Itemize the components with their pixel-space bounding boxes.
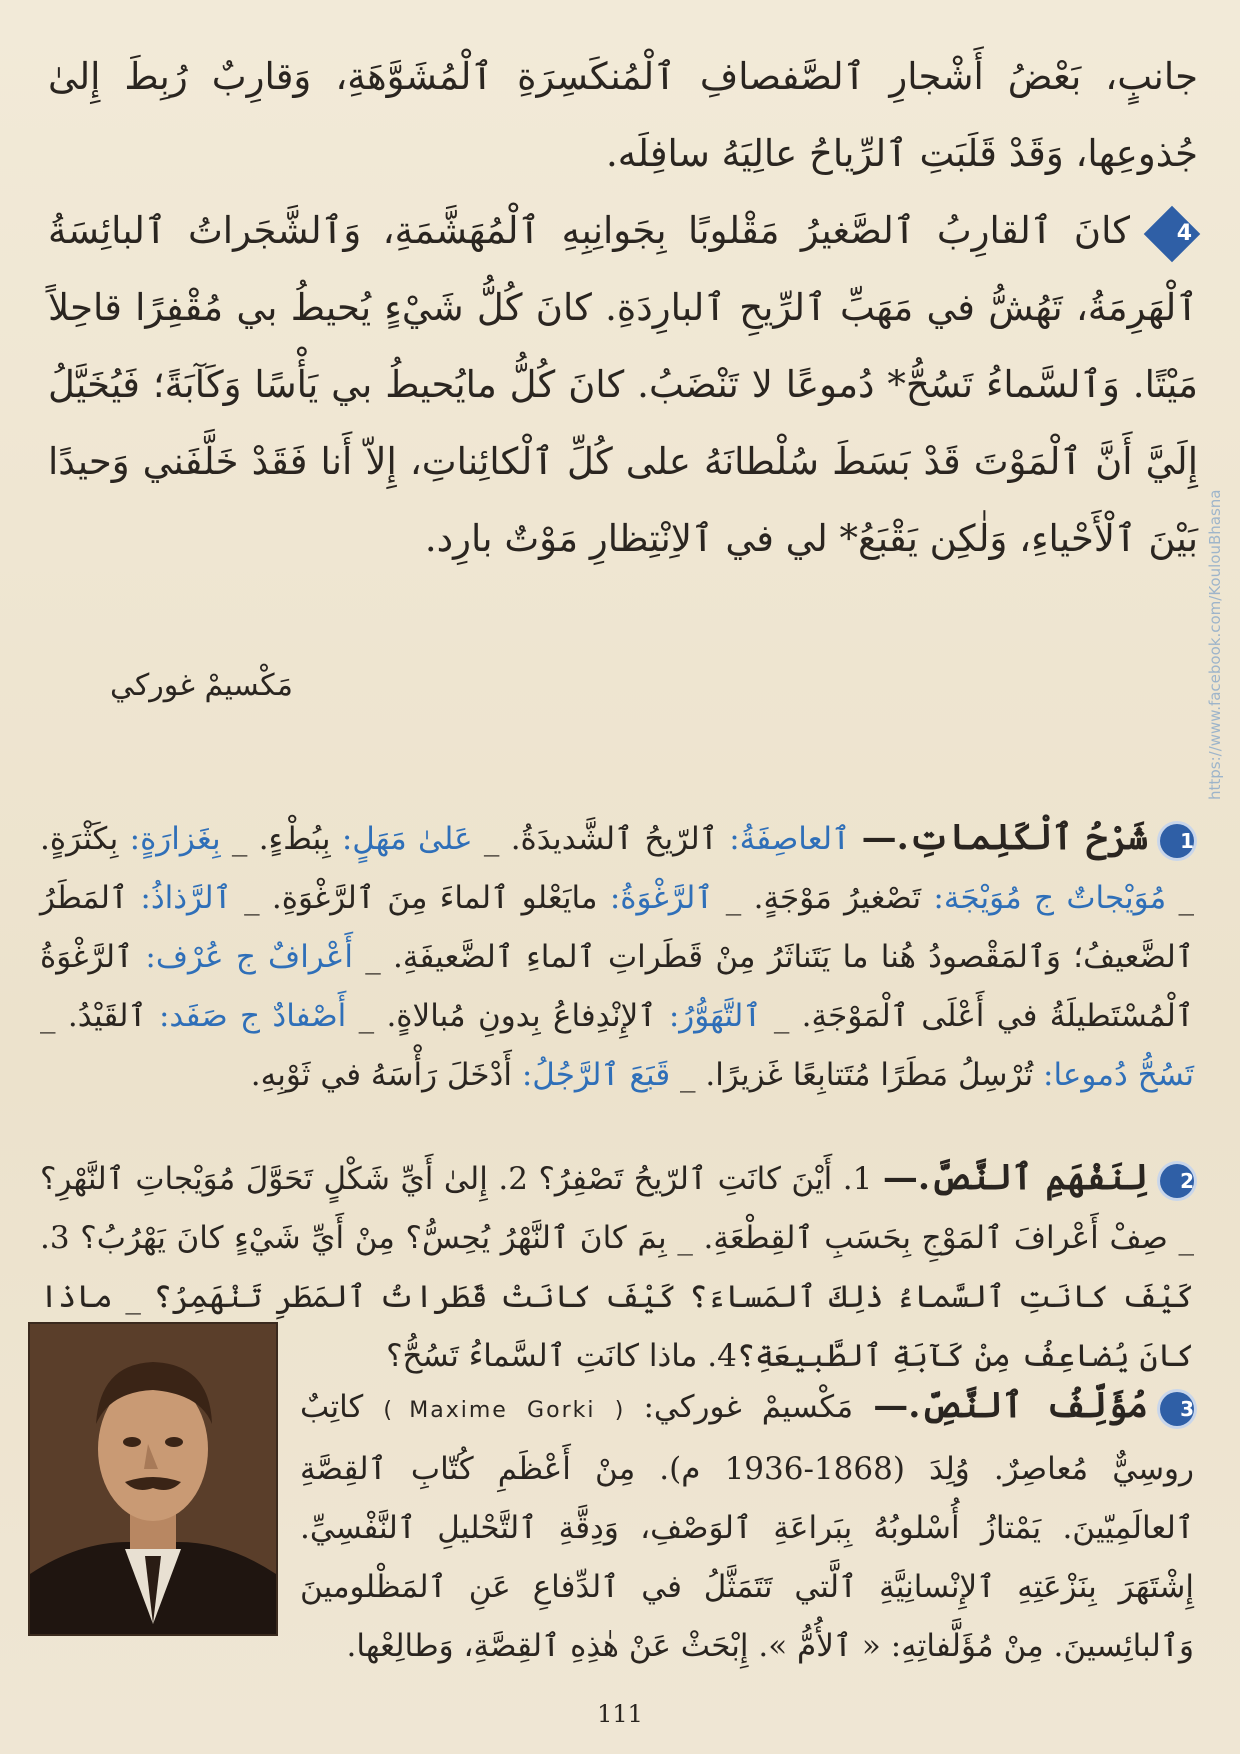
comprehension-heading: لِنَفْهَمِ ٱلنَّصَّ.— (882, 1157, 1149, 1198)
section-number-badge: 2 (1160, 1164, 1194, 1198)
watermark-url: https://www.facebook.com/KoulouBhasna (1206, 489, 1224, 800)
author-years: 1868-1936 م (681, 1451, 893, 1487)
vocab-item: قَبَعَ ٱلرَّجُلُ: أَدْخَلَ رَأْسَهُ في ثَوْبِهِ. (250, 1057, 671, 1093)
author-bio-part2: ). مِنْ أَعْظَمِ كُتّابِ ٱلقِصَّةِ ٱلعالَمِيّينَ. يَمْتازُ أُسْلوبُهُ بِبَراعَةِ ٱلوَصْفِ، وَدِقَّةِ ٱلتَّحْليلِ ٱلنَّفْسِيِّ. إِشْتَهَرَ بِنَزْعَتِهِ ٱلإِنْسانِيَّةِ ٱلَّتي تَتَمَثَّلُ في ٱلدِّفاعِ عَنِ ٱلمَظْلومينَ وَٱلبائِسينَ. مِنْ مُؤَلَّفاتِهِ: « ٱلأُمُّ ». إِبْحَثْ عَنْ هٰذِهِ ٱلقِصَّةِ، وَطالِعْها. (300, 1451, 1194, 1664)
paragraph-number-badge: 4 (1144, 205, 1201, 262)
story-intro: جانبٍ، بَعْضُ أَشْجارِ ٱلصَّفصافِ ٱلْمُنكَسِرَةِ ٱلْمُشَوَّهَةِ، وَقارِبٌ رُبِطَ إِلىٰ جُذوعِها، وَقَدْ قَلَبَتِ ٱلرِّياحُ عالِيَهُ سافِلَه. (48, 55, 1198, 175)
vocab-item: ٱلعاصِفَةُ: ٱلرّيحُ ٱلشَّديدَةُ. _ (483, 821, 851, 857)
section-number-badge: 3 (1160, 1392, 1194, 1426)
paragraph-text: كانَ ٱلقارِبُ ٱلصَّغيرُ مَقْلوبًا بِجَوانِبِهِ ٱلْمُهَشَّمَةِ، وَٱلشَّجَراتُ ٱلبائِسَةُ ٱلْهَرِمَةُ، تَهُشُّ في مَهَبِّ ٱلرِّيحِ ٱلبارِدَةِ. كانَ كُلُّ شَيْءٍ يُحيطُ بي مُقْفِرًا قاحِلاً مَيْتًا. وَٱلسَّماءُ تَسُحُّ* دُموعًا لا تَنْضَبُ. كانَ كُلُّ مايُحيطُ بي يَأْسًا وَكَآبَةً؛ فَيُخَيَّلُ إِلَيَّ أَنَّ ٱلْمَوْتَ قَدْ بَسَطَ سُلْطانَهُ على كُلِّ ٱلْكائِناتِ، إِلاّ أَنا فَقَدْ خَلَّفَني وَحيدًا بَيْنَ ٱلْأَحْياءِ، وَلٰكِن يَقْبَعُ* لي في ٱلاِنْتِظارِ مَوْتٌ بارِد. (48, 209, 1198, 560)
vocab-item: ٱلتَّهَوُّرُ: ٱلإِنْدِفاعُ بِدونِ مُبالاةٍ. _ (358, 998, 762, 1034)
vocab-item: تَسُحُّ دُموعا: تُرْسِلُ مَطَرًا مُتَتابِعًا غَزيرًا. _ (680, 1057, 1194, 1093)
page-number: 111 (597, 1700, 643, 1728)
vocab-item: أَعْرافٌ ج عُرْف: ٱلرَّغْوَةُ ٱلْمُسْتَطيلَةُ في أَعْلَى ٱلْمَوْجَةِ. _ (40, 939, 1194, 1034)
vocab-item: ٱلرَّذاذُ: ٱلمَطَرُ ٱلضَّعيفُ؛ وَٱلمَقْصودُ هُنا ما يَتَناثَرُ مِنْ قَطَراتِ ٱلماءِ ٱلضَّعيفَةِ. _ (40, 880, 1194, 975)
vocab-item: ٱلرَّغْوَةُ: مايَعْلو ٱلماءَ مِنَ ٱلرَّغْوَةِ. _ (244, 880, 714, 916)
story-author-signature: مَكْسيمْ غوركي (110, 668, 293, 703)
author-heading: مُؤَلِّفُ ٱلنَّصِّ.— (873, 1385, 1148, 1426)
author-bio-part1: كاتِبٌ روسِيٌّ مُعاصِرٌ. وُلِدَ ( (300, 1389, 1194, 1487)
vocab-item: أَصْفادٌ ج صَفَد: ٱلقَيْدُ. _ (40, 998, 347, 1034)
comprehension-questions: 1. أَيْنَ كانَتِ ٱلرّيحُ تَصْفِرُ؟ 2. إِلىٰ أَيِّ شَكْلٍ تَحَوَّلَ مُوَيْجاتِ ٱلنَّهْرِ؟ _ صِفْ أَعْرافَ ٱلمَوْجِ بِحَسَبِ ٱلقِطْعَةِ. _ بِمَ كانَ ٱلنَّهْرُ يُحِسُّ؟ مِنْ أَيِّ شَيْءٍ كانَ يَهْرُبُ؟ 3. كَيْفَ كانَتِ ٱلسَّماءُ ذٰلِكَ ٱلمَساءَ؟ كَيْفَ كانَتْ قَطَراتُ ٱلمَطَرِ تَنْهَمِرُ؟ _ ماذا كانَ يُضاعِفُ مِنْ كَآبَةِ ٱلطَّبيعَةِ؟4. ماذا كانَتِ ٱلسَّماءُ تَسُحُّ؟ (40, 1161, 1194, 1374)
author-portrait (28, 1322, 278, 1636)
vocabulary-section (40, 808, 1194, 1105)
story-paragraph (48, 192, 1198, 577)
author-name-arabic: مَكْسيمْ غوركي: (643, 1389, 854, 1425)
author-section (300, 1376, 1194, 1676)
vocabulary-heading: شَرْحُ ٱلْكَلِماتِ.— (861, 817, 1149, 858)
section-number-badge: 1 (1160, 824, 1194, 858)
vocab-item: بِغَزارَةٍ: بِكَثْرَةٍ. _ (40, 821, 1195, 916)
vocab-item: مُوَيْجاتٌ ج مُوَيْجَة: تَصْغيرُ مَوْجَةٍ. _ (725, 880, 1167, 916)
portrait-drawing (30, 1324, 276, 1634)
story-text (48, 38, 1198, 577)
vocab-item: عَلىٰ مَهَلٍ: بِبُطْءٍ. _ (231, 821, 473, 857)
author-name-latin: ( Maxime Gorki ) (383, 1398, 624, 1423)
